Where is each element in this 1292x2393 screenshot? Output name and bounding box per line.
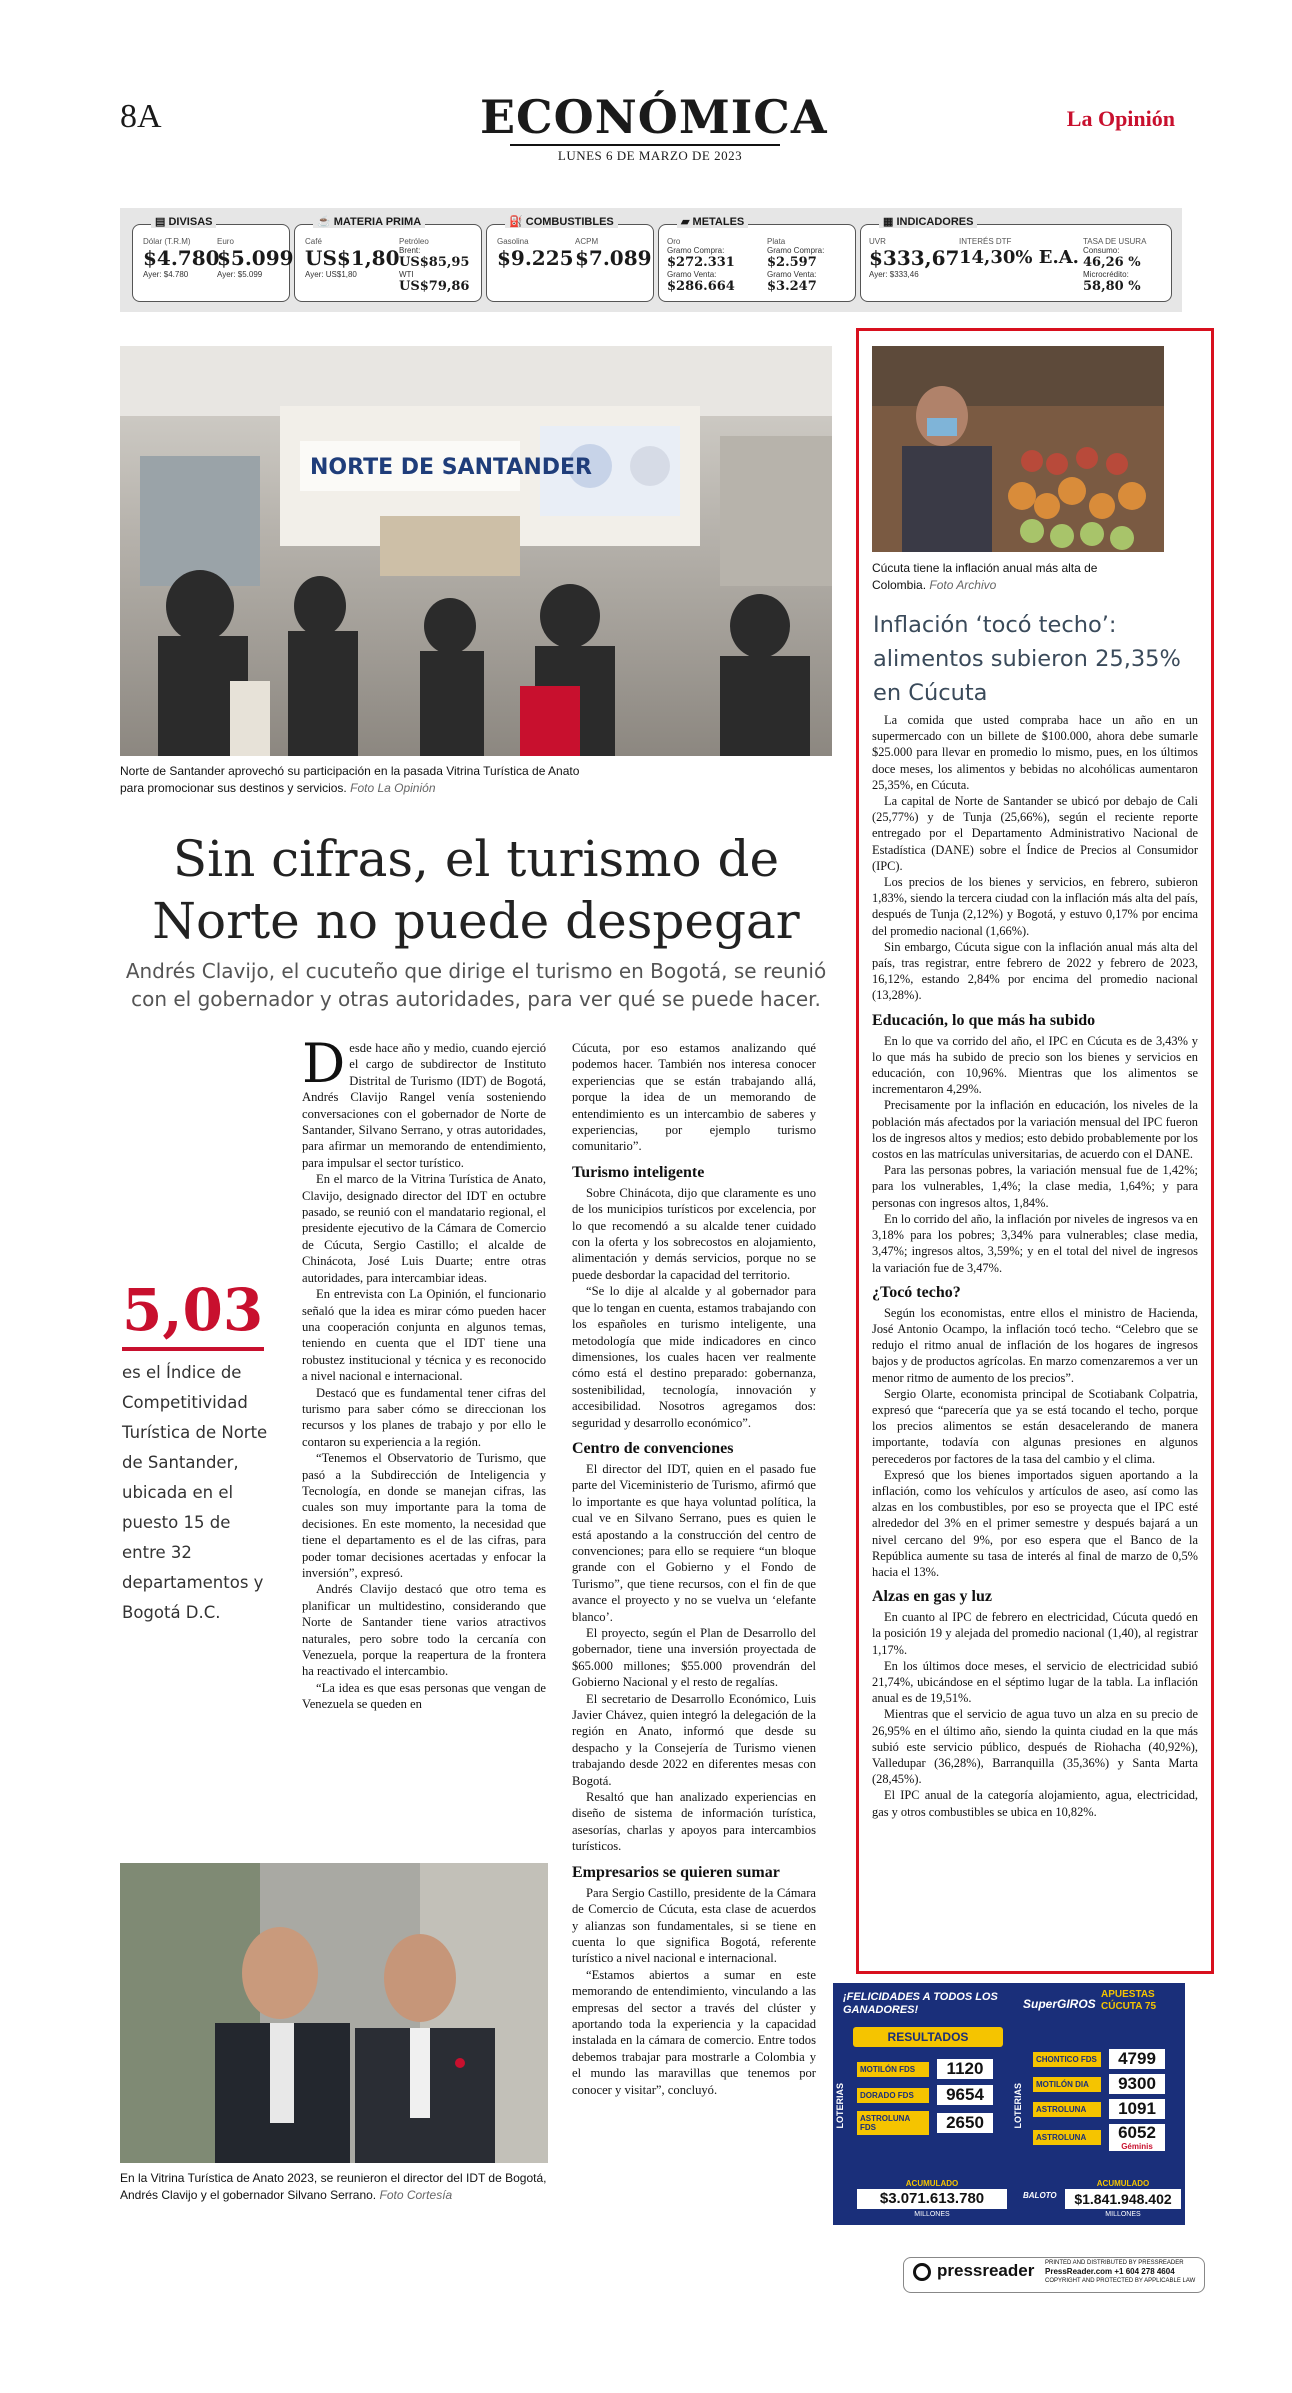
lottery-number: 2650 [937, 2113, 993, 2133]
millones-label: MILLONES [1105, 2211, 1141, 2218]
ticker-metales [658, 216, 856, 302]
paragraph: En el marco de la Vitrina Turística de Anato, Clavijo, designado director del IDT en octubre pasado, se reunió con el mandatario regional, el presidente ejecutivo de la Cámara de Comercio de Cúcuta, Sergio Castillo; el alcalde de Chinácota, José Luis Duarte; entre otras autoridades, para intercambiar ideas. [302, 1172, 546, 1285]
lottery-number: 9300 [1109, 2074, 1165, 2094]
paragraph: “Tenemos el Observatorio de Turismo, que pasó a la Subdirección de Inteligencia y Tecnología, en donde se manejan cifras, las cuales son muy importante para la toma de decisiones. En este momento, la necesidad que tiene el departamento es el de las cifras, para poder tomar decisiones acertadas y enfocar la inversión”, expresó. [302, 1451, 546, 1580]
paragraph: En entrevista con La Opinión, el funcionario señaló que la idea es mirar cómo pueden hacer una cooperación conjunta en algunos temas, teniendo en cuenta que el IDT tiene una robustez institucional y técnica y es reconocido a nivel nacional e internacional. [302, 1287, 546, 1384]
ticker-sub: Gramo Compra: [767, 246, 825, 255]
paragraph: El proyecto, según el Plan de Desarrollo del gobernador, tiene una inversión proyectada de $65.000 millones; $55.000 provendrán del Gobierno Nacional y el resto de regalías. [572, 1626, 816, 1690]
paragraph: Destacó que es fundamental tener cifras del turismo para saber cómo se direccionan los recursos y los planes de trabajo y por ello le contaron su experiencia a la región. [302, 1385, 546, 1449]
lottery-extra: Géminis [1121, 2142, 1153, 2151]
lottery-name: ASTROLUNA [1033, 2102, 1101, 2117]
lottery-name: CHONTICO FDS [1033, 2052, 1101, 2067]
article-column-1 [302, 1032, 546, 1713]
photo-market-vendor [872, 346, 1164, 552]
acumulado-label: ACUMULADO [1096, 2179, 1150, 2188]
pressreader-text [1045, 2259, 1200, 2285]
pressreader-line-2: PressReader.com +1 604 278 4604 [1045, 2267, 1175, 2276]
lottery-number: 4799 [1109, 2049, 1165, 2069]
ticker-sub: Ayer: $4.780 [143, 270, 189, 279]
ticker-value: 58,80 % [1083, 279, 1141, 294]
ticker-label: Petróleo [399, 237, 429, 246]
lottery-row [857, 2085, 1007, 2105]
paragraph: Expresó que los bienes importados siguen aportando a la inflación, como los vehículos y artículos de aseo, así como las alzas en los combustibles, por eso se proyecta que el IPC esté alrededor del 3% en el primer semestre y después bajará a un nivel cercano del 9%, por eso espera que el Banco de la República aumente su tasa de interés al final de marzo de 0,5% hacia el 13%. [872, 1467, 1198, 1579]
ticker-value: US$79,86 [399, 279, 470, 294]
lottery-row [1033, 2074, 1183, 2094]
ticker-label: ACPM [575, 237, 599, 246]
lottery-row [857, 2059, 1007, 2079]
pressreader-line-1: PRINTED AND DISTRIBUTED BY PRESSREADER [1045, 2260, 1184, 2266]
ticker-sub: Gramo Compra: [667, 246, 725, 255]
ticker-indicadores-title: INDICADORES [896, 216, 974, 228]
ticker-sub: Ayer: US$1,80 [305, 270, 357, 279]
stat-text: es el Índice de Competitividad Turística de Norte de Santander, ubicada en el puesto 15 de entre 32 departamentos y Bogotá D.C. [122, 1363, 268, 1622]
paragraph: Mientras que el servicio de agua tuvo un alza en su precio de 26,95% en el último año, siendo la quinta ciudad en la que más subió este servicio público, después de Riohacha (40,92%), Valledupar (36,28%), Barranquilla (35,36%) y Santa Marta (28,45%). [872, 1707, 1198, 1787]
lottery-row [1033, 2049, 1183, 2069]
paragraph: esde hace año y medio, cuando ejerció el cargo de subdirector de Instituto Distrital de Turismo (IDT) de Bogotá, Andrés Clavijo Rangel venía sosteniendo conversaciones con el gobernador de Norte de Santander, Silvano Serrano, y otras autoridades, para afirmar un memorando de entendimiento, para impulsar el sector turístico. [302, 1041, 546, 1170]
ticker-sub: Gramo Venta: [667, 270, 717, 279]
lottery-right-list [1033, 2049, 1183, 2151]
ticker-value: $3.247 [767, 279, 817, 294]
ticker-sub: Ayer: $5.099 [217, 270, 263, 279]
sidebar-photo-caption-text: Cúcuta tiene la inflación anual más alta de Colombia. [872, 561, 1098, 592]
sidebar-subheading-educacion: Educación, lo que más ha subido [872, 1011, 1096, 1029]
photo-bottom-caption-text: En la Vitrina Turística de Anato 2023, se reunieron el director del IDT de Bogotá, Andrés Clavijo y el gobernador Silvano Serrano. [120, 2171, 547, 2202]
sidebar-subheading-alzas: Alzas en gas y luz [872, 1588, 992, 1606]
paragraph: “Estamos abiertos a sumar en este memorando de entendimiento, vinculando a las empresas del sector a través del clúster y aportando toda la experiencia y la capacidad instalada en la cámara de comercio. Entre todos debemos trabajar para mostrarle a Colombia y el mundo las maravillas que tenemos por conocer y visitar”, concluyó. [572, 1967, 816, 2097]
ticker-sub: Microcrédito: [1083, 270, 1129, 279]
paragraph: En lo corrido del año, la inflación por niveles de ingresos va en 3,18% para los pobres; 3,34% para vulnerables; clase media, 3,47%; ingresos altos, 3,59%; y en el total del nivel de ingresos la variación fue de 3,47%. [872, 1211, 1198, 1275]
sidebar-photo-caption [872, 560, 1102, 594]
article-column-2 [572, 1040, 816, 2098]
photo-top-credit: Foto La Opinión [350, 781, 436, 795]
paragraph: El director del IDT, quien en el pasado fue parte del Viceministerio de Turismo, afirmó que lo importante es que haya voluntad política, la cual ve en Silvano Serrano, pues es quien le está apostando a la construcción del centro de convenciones; para ello se requiere “un bloque grande con el Gobierno y el Fondo de Turismo”, que tiene recursos, con el fin de que avance el proyecto y no se vuelva un ‘elefante blanco’. [572, 1461, 816, 1624]
sidebar-subheading-techo: ¿Tocó techo? [872, 1283, 961, 1301]
acumulado-right: $1.841.948.402 [1065, 2189, 1181, 2209]
ticker-sub: Brent: [399, 246, 421, 255]
ticker-sub: Consumo: [1083, 246, 1120, 255]
ticker-combustibles [486, 216, 654, 302]
subheading-centro: Centro de convenciones [572, 1439, 734, 1457]
paragraph: Los precios de los bienes y servicios, en febrero, subieron 1,83%, siendo la tercera ciudad con la inflación más alta del país, después de Tunja (2,12%) y Bogotá, y estuvo 0,17% por encima del promedio nacional (1,66%). [872, 875, 1198, 938]
sidebar-body [872, 712, 1198, 1820]
paragraph: Sin embargo, Cúcuta sigue con la inflación anual más alta del país, tras registrar, entre febrero de 2022 y febrero de 2023, 16,12%, estando 2,84% por encima del promedio nacional (13,28%). [872, 939, 1198, 1003]
subheading-turismo: Turismo inteligente [572, 1163, 705, 1181]
ticker-value: $7.089 [575, 246, 652, 270]
lottery-name: ASTROLUNA [1033, 2130, 1101, 2145]
page-number: 8A [120, 98, 162, 135]
pressreader-icon [913, 2263, 931, 2281]
paragraph: En lo que va corrido del año, el IPC en Cúcuta es de 3,43% y lo que más ha subido de precio son los bienes y servicios en educación, con 10,96%. Mientras que los alimentos se incrementaron 4,29%. [872, 1033, 1198, 1097]
ticker-value: US$1,80 [305, 246, 400, 270]
stand-banner-text: NORTE DE SANTANDER [310, 455, 592, 480]
lottery-name: MOTILÓN DIA [1033, 2077, 1101, 2092]
lottery-number: 6052 [1118, 2123, 1156, 2142]
ticker-value: $5.099 [217, 246, 294, 270]
ticker-value: $286.664 [667, 279, 735, 294]
ticker-label: Gasolina [497, 237, 529, 246]
ticker-sub: WTI [399, 270, 414, 279]
edition-date: LUNES 6 DE MARZO DE 2023 [557, 148, 743, 163]
ticker-value: $4.780 [143, 246, 220, 270]
paragraph: En cuanto al IPC de febrero en electricidad, Cúcuta quedó en la posición 19 y alejada del promedio nacional (1,40), al registrar 1,17%. [872, 1610, 1198, 1657]
paragraph: En los últimos doce meses, el servicio de electricidad subió 21,74%, ubicándose en el séptimo lugar de la tabla. La inflación anual es de 19,51%. [872, 1658, 1198, 1706]
headline-line-2: Norte no puede despegar [152, 892, 800, 950]
lottery-brand-2: APUESTAS CÚCUTA 75 [1101, 1989, 1157, 2012]
paragraph: “Se lo dije al alcalde y al gobernador para que lo tengan en cuenta, estamos trabajando con los españoles en turismo inteligente, una metodología que mide indicadores en cinco dimensiones, los cuales hacen ver realmente cómo está el destino preparado: gobernanza, sostenibilidad, tecnología, innovación y accesibilidad. Nosotros agregamos dos: seguridad y desarrollo económico”. [572, 1284, 816, 1430]
paragraph: Andrés Clavijo destacó que otro tema es planificar un multidestino, considerando que Norte de Santander tiene varios atractivos naturales, pero sobre todo la cercanía con Venezuela, porque la reapertura de la frontera ha reactivado el intercambio. [302, 1582, 546, 1679]
lottery-banner: ¡FELICIDADES A TODOS LOS GANADORES! [843, 1991, 998, 2016]
ticker-value: $272.331 [667, 255, 735, 270]
lottery-name: ASTROLUNA FDS [857, 2111, 929, 2135]
ticker-divisas [132, 216, 294, 302]
headline-line-1: Sin cifras, el turismo de [172, 830, 780, 888]
article-subhead: Andrés Clavijo, el cucuteño que dirige el turismo en Bogotá, se reunió con el gobernador y otras autoridades, para ver qué se puede hacer. [125, 959, 827, 1011]
ticker-value: $2.597 [767, 255, 817, 270]
paragraph: Según los economistas, entre ellos el ministro de Hacienda, José Antonio Ocampo, la inflación tocó techo. “Celebro que se redujo el ritmo anual de inflación de los hogares de ingresos bajos y de productos agrícolas. En marzo comenzaremos a ver un menor ritmo de aumento de los precios”. [872, 1305, 1198, 1385]
lottery-number: 1091 [1109, 2099, 1165, 2119]
ticker-sub: Ayer: $333,46 [869, 270, 919, 279]
ticker-label: Café [305, 237, 322, 246]
stat-number: 5,03 [122, 1276, 264, 1344]
section-title: ECONÓMICA [480, 90, 828, 144]
pressreader-logo: pressreader [937, 2261, 1035, 2280]
ticker-value: 46,26 % [1083, 255, 1141, 270]
lottery-row [1033, 2099, 1183, 2119]
lottery-vertical-label: LOTERIAS [835, 2083, 845, 2129]
sidebar-headline: Inflación ‘tocó techo’: alimentos subieron 25,35% en Cúcuta [873, 612, 1181, 706]
header-rule [510, 144, 780, 146]
subheading-empresarios: Empresarios se quieren sumar [572, 1863, 780, 1881]
lottery-brand: SuperGIROS [1023, 1997, 1096, 2011]
paragraph: Sergio Olarte, economista principal de Scotiabank Colpatria, expresó que “parecería que ya se está tocando el techo, porque los precios alimentos se están desacelerando de manera importante, todavía con algunas presiones en algunos perecederos por factores de la tasa del cambio y el clima. [872, 1386, 1198, 1466]
ticker-label: Euro [217, 237, 234, 246]
ticker-materia-title: MATERIA PRIMA [333, 216, 422, 228]
ticker-sub: Gramo Venta: [767, 270, 817, 279]
masthead-logo: La Opinión [1066, 106, 1175, 131]
paragraph: Para Sergio Castillo, presidente de la Cámara de Comercio de Cúcuta, esta clase de acuerdos y alianzas son fundamentales, si se tiene en cuenta lo que significa Bogotá, referente turístico a nivel nacional e internacional. [572, 1885, 816, 1966]
ticker-materia-prima [294, 216, 482, 302]
photo-bottom-credit: Foto Cortesía [379, 2188, 453, 2202]
ticker-label: Plata [767, 237, 786, 246]
stat-rule [122, 1347, 264, 1351]
market-ticker [120, 208, 1182, 312]
paragraph: El secretario de Desarrollo Económico, Luis Javier Chávez, quien integró la delegación de la región en Anato, informó que desde su despacho y la Consejería de Turismo vienen trabajando desde 2022 en diferentes mesas con Bogotá. [572, 1691, 816, 1788]
paragraph: “La idea es que esas personas que vengan de Venezuela se queden en [302, 1680, 546, 1712]
ticker-value: 14,30% E.A. [959, 247, 1079, 268]
fuel-icon: ⛽ [509, 216, 523, 228]
lottery-number: 9654 [937, 2085, 993, 2105]
ticker-combustibles-title: COMBUSTIBLES [525, 216, 614, 228]
photo-top-caption-text: Norte de Santander aprovechó su participación en la pasada Vitrina Turística de Anato para promocionar sus destinos y servicios. [120, 764, 580, 795]
acumulado-label: ACUMULADO [905, 2179, 959, 2188]
chart-icon: ▦ [883, 216, 894, 228]
photo-top-caption [120, 763, 580, 797]
paragraph: La capital de Norte de Santander se ubicó por debajo de Cali (25,77%) y de Tunja (25,66%), según el reciente reporte entregado por el Departamento Administrativo Nacional de Estadística (DANE) sobre el Índice de Precios al Consumidor (IPC). [872, 794, 1198, 873]
ticker-metales-title: METALES [692, 216, 745, 228]
lottery-results-ad [833, 1983, 1185, 2225]
lottery-left-list [857, 2059, 1007, 2141]
baloto-logo: BALOTO [1023, 2191, 1057, 2200]
acumulado-left: $3.071.613.780 [857, 2189, 1007, 2209]
sidebar-photo-credit: Foto Archivo [929, 578, 997, 592]
drop-cap: D [302, 1032, 346, 1095]
lottery-number: 1120 [937, 2059, 993, 2079]
lottery-row [1033, 2124, 1183, 2151]
ticker-value: US$85,95 [399, 255, 470, 270]
ticker-label: TASA DE USURA [1083, 237, 1147, 246]
paragraph: Cúcuta, por eso estamos analizando qué podemos hacer. También nos interesa conocer experiencias que se están trabajando allá, porque la idea de un memorando de entendimiento es un intercambio de saberes y experiencias, por ejemplo turismo comunitario”. [572, 1041, 816, 1154]
photo-vitrina-stand [120, 346, 832, 756]
paragraph: Para las personas pobres, la variación mensual fue de 1,42%; para los vulnerables, 1,4%; la clase media, 1,64%; y para personas con ingresos altos, 1,84%. [872, 1163, 1198, 1210]
millones-label: MILLONES [914, 2211, 950, 2218]
ticker-label: INTERÉS DTF [959, 237, 1012, 246]
photo-clavijo-serrano [120, 1863, 548, 2163]
paragraph: El IPC anual de la categoría alojamiento, agua, electricidad, gas y otros combustibles se ubica en 10,82%. [872, 1788, 1198, 1819]
lottery-vertical-label: LOTERIAS [1013, 2083, 1023, 2129]
lottery-name: DORADO FDS [857, 2088, 929, 2103]
ticker-label: Oro [667, 237, 681, 246]
paragraph: Precisamente por la inflación en educación, los niveles de la población más afectados por la variación mensual del IPC fueron los de ingresos altos y medios; esto debido probablemente por los costos en las matrículas universitarias, de acuerdo con el DANE. [872, 1098, 1198, 1162]
ticker-value: $333,67 [869, 246, 960, 270]
money-icon: ▤ [155, 216, 166, 228]
lottery-name: MOTILÓN FDS [857, 2062, 929, 2077]
paragraph: Resaltó que han analizado experiencias en diseño de sistema de información turística, asesorías, charlas y apoyos para intercambios turísticos. [572, 1790, 816, 1854]
ticker-indicadores [860, 216, 1172, 302]
paragraph: Sobre Chinácota, dijo que claramente es uno de los municipios turísticos por excelencia, por lo que recomendó a su alcalde tener cuidado con la oferta y los sobrecostos en alojamiento, alimentación y demás servicios, porque no se puede desbordar la capacidad del territorio. [572, 1185, 816, 1282]
ticker-divisas-title: DIVISAS [168, 216, 213, 228]
lottery-results-label: RESULTADOS [853, 2027, 1003, 2047]
lottery-row [857, 2111, 1007, 2135]
article-headline [120, 828, 832, 952]
gold-bar-icon: ▰ [681, 216, 690, 228]
photo-bottom-caption [120, 2170, 550, 2204]
paragraph: La comida que usted compraba hace un año en un supermercado con un billete de $100.000, ahora debe sumarle $25.000 para llevar en promedio lo mismo, pues, en los últimos doce meses, los alimentos y bebidas no alcohólicas aumentaron 25,35%, en Cúcuta. [872, 713, 1198, 792]
ticker-value: $9.225 [497, 246, 574, 270]
coffee-icon: ☕ [317, 216, 331, 228]
pressreader-footer [903, 2253, 1203, 2293]
ticker-label: Dólar (T.R.M) [143, 237, 191, 246]
pressreader-line-3: COPYRIGHT AND PROTECTED BY APPLICABLE LAW [1045, 2278, 1196, 2284]
ticker-label: UVR [869, 237, 886, 246]
